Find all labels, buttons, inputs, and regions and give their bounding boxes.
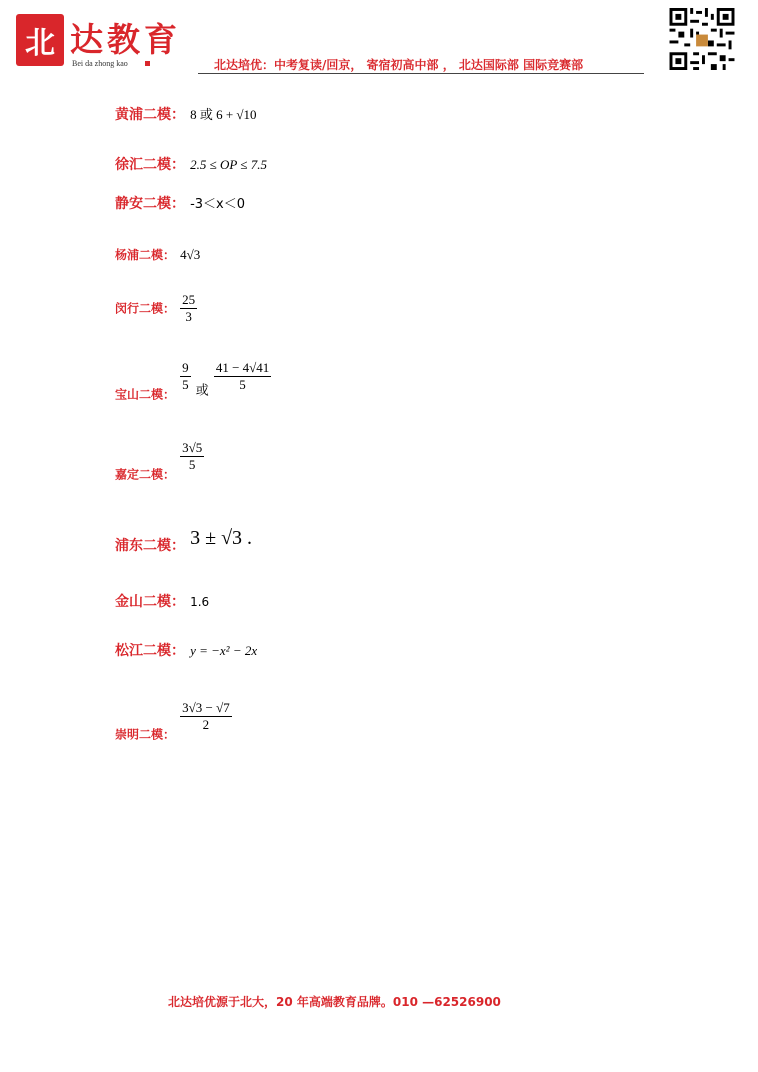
fraction-numerator: 3√5 bbox=[182, 440, 203, 455]
header-rule bbox=[198, 73, 644, 74]
logo-dot bbox=[145, 61, 150, 66]
answer-value: 8 或 6 + √10 bbox=[190, 107, 257, 122]
answer-label: 嘉定二模： bbox=[115, 467, 176, 482]
answer-label: 松江二模： bbox=[115, 643, 185, 659]
answer-value: -3＜x＜0 bbox=[190, 197, 246, 212]
answer-label: 浦东二模： bbox=[115, 538, 185, 554]
footer-text: 北达培优源于北大，20 年高端教育品牌。010 —62526900 bbox=[168, 995, 501, 1009]
header-tagline: 北达培优：中考复读/回京， 寄宿初高中部 ， 北达国际部 国际竞赛部 bbox=[214, 58, 584, 72]
logo-seal: 北 bbox=[16, 14, 64, 66]
answer-label: 徐汇二模： bbox=[115, 157, 185, 173]
fraction-numerator: 41 − 4√41 bbox=[215, 360, 270, 375]
answer-label: 杨浦二模： bbox=[115, 248, 176, 262]
fraction-numerator: 3√3 − √7 bbox=[182, 700, 230, 715]
answer-value: y = −x² − 2x bbox=[190, 643, 258, 658]
answer-value: 4√3 bbox=[180, 247, 201, 262]
answer-row-songjiang bbox=[115, 640, 257, 660]
fraction-denominator: 5 bbox=[182, 376, 189, 392]
fraction-denominator: 5 bbox=[239, 376, 246, 392]
answer-value: 3 ± √3 . bbox=[190, 527, 253, 549]
fraction-denominator: 5 bbox=[188, 456, 196, 472]
answer-row-jinshan bbox=[115, 591, 209, 611]
fraction bbox=[180, 360, 191, 392]
fraction-numerator: 9 bbox=[182, 360, 189, 375]
answer-label: 闵行二模： bbox=[115, 301, 176, 316]
answer-row-baoshan bbox=[115, 360, 271, 403]
answer-row-jingan bbox=[115, 193, 245, 213]
answer-value: 1.6 bbox=[190, 595, 210, 609]
fraction-denominator: 3 bbox=[185, 308, 192, 324]
answer-row-yangpu bbox=[115, 244, 200, 263]
fraction bbox=[180, 292, 197, 324]
answer-row-pudong bbox=[115, 527, 252, 555]
answer-row-chongming bbox=[115, 700, 232, 743]
logo-subtitle: Bei da zhong kao bbox=[72, 59, 128, 68]
answer-row-minhang bbox=[115, 292, 197, 324]
or-text: 或 bbox=[195, 382, 209, 398]
answer-label: 宝山二模： bbox=[115, 387, 176, 402]
answer-label: 黄浦二模： bbox=[115, 107, 185, 123]
answer-label: 金山二模： bbox=[115, 594, 185, 610]
logo-text: 达教育 bbox=[70, 20, 181, 59]
qr-code bbox=[669, 8, 735, 70]
answer-row-xuhui bbox=[115, 154, 267, 174]
answer-label: 崇明二模： bbox=[115, 727, 176, 742]
answer-value: 2.5 ≤ OP ≤ 7.5 bbox=[190, 157, 267, 172]
fraction-denominator: 2 bbox=[202, 716, 210, 732]
answer-label: 静安二模： bbox=[115, 196, 185, 212]
fraction bbox=[180, 440, 204, 472]
fraction bbox=[180, 700, 232, 732]
answer-row-jiading bbox=[115, 440, 204, 483]
fraction bbox=[214, 360, 271, 392]
answer-row-huangpu bbox=[115, 104, 257, 124]
fraction-numerator: 25 bbox=[182, 292, 196, 307]
